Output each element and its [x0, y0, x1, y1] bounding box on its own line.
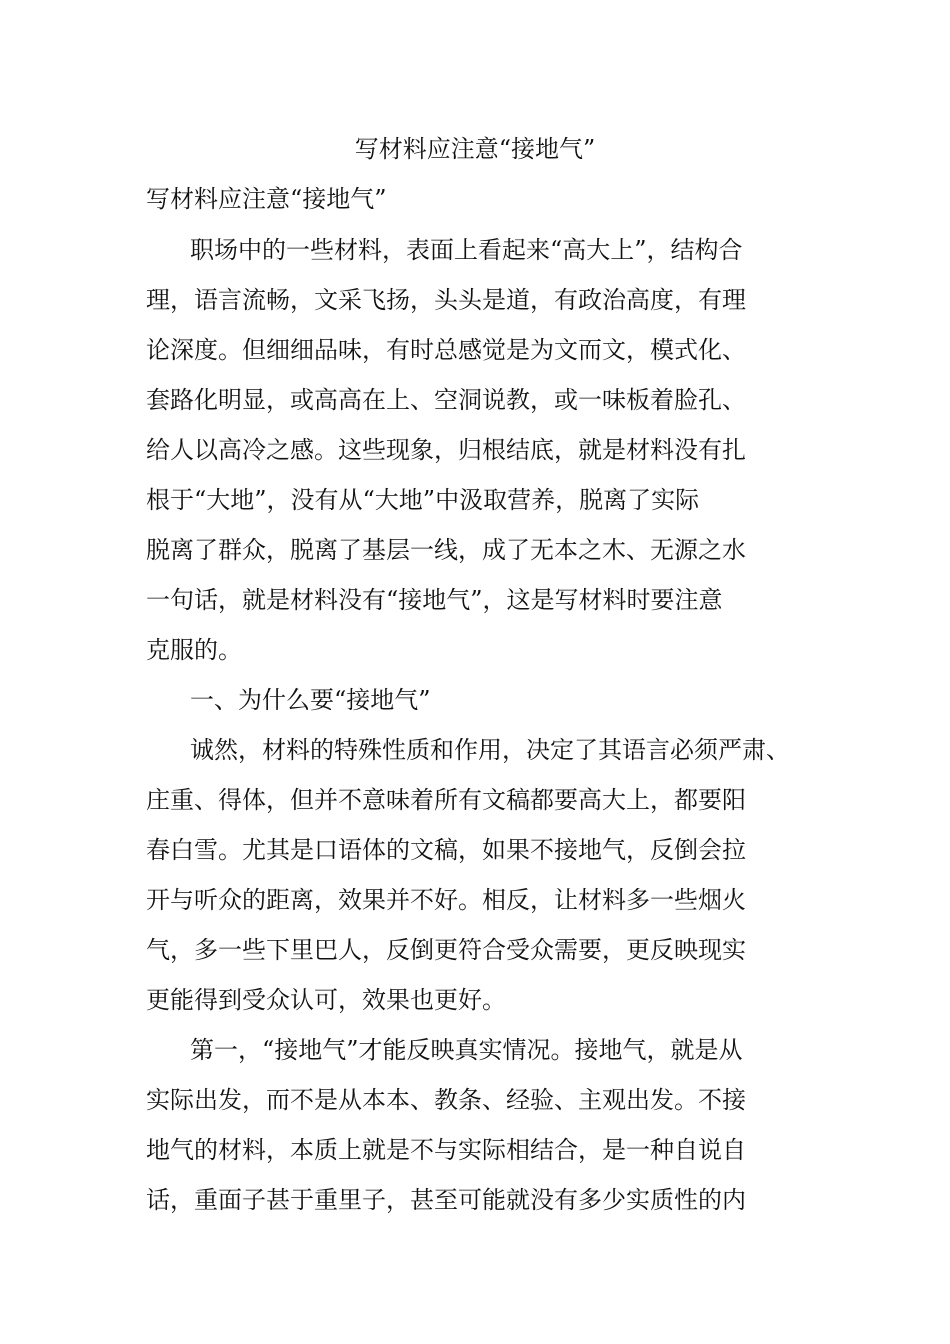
paragraph-line: 庄重、得体，但并不意味着所有文稿都要高大上，都要阳: [146, 786, 746, 814]
document-subtitle: 写材料应注意“接地气”: [146, 185, 387, 213]
paragraph-line: 脱离了群众，脱离了基层一线，成了无本之木、无源之水: [146, 536, 746, 564]
section-heading: 一、为什么要“接地气”: [190, 686, 431, 714]
paragraph-line: 更能得到受众认可，效果也更好。: [146, 986, 506, 1014]
paragraph-line: 理，语言流畅，文采飞扬，头头是道，有政治高度，有理: [146, 286, 746, 314]
paragraph-line: 气，多一些下里巴人，反倒更符合受众需要，更反映现实: [146, 936, 746, 964]
paragraph-line: 第一，“接地气”才能反映真实情况。接地气，就是从: [190, 1036, 743, 1064]
paragraph-line: 话，重面子甚于重里子，甚至可能就没有多少实质性的内: [146, 1186, 746, 1214]
paragraph-line: 地气的材料，本质上就是不与实际相结合，是一种自说自: [146, 1136, 746, 1164]
paragraph-line: 克服的。: [146, 636, 242, 664]
paragraph-line: 职场中的一些材料，表面上看起来“高大上”，结构合: [190, 236, 743, 264]
paragraph-line: 春白雪。尤其是口语体的文稿，如果不接地气，反倒会拉: [146, 836, 746, 864]
paragraph-line: 实际出发，而不是从本本、教条、经验、主观出发。不接: [146, 1086, 746, 1114]
paragraph-line: 根于“大地”，没有从“大地”中汲取营养，脱离了实际: [146, 486, 700, 514]
paragraph-line: 诚然，材料的特殊性质和作用，决定了其语言必须严肃、: [190, 736, 790, 764]
paragraph-line: 给人以高冷之感。这些现象，归根结底，就是材料没有扎: [146, 436, 746, 464]
page-title: 写材料应注意“接地气”: [354, 135, 596, 163]
paragraph-line: 一句话，就是材料没有“接地气”，这是写材料时要注意: [146, 586, 723, 614]
paragraph-line: 开与听众的距离，效果并不好。相反，让材料多一些烟火: [146, 886, 746, 914]
paragraph-line: 套路化明显，或高高在上、空洞说教，或一味板着脸孔、: [146, 386, 746, 414]
paragraph-line: 论深度。但细细品味，有时总感觉是为文而文，模式化、: [146, 336, 746, 364]
